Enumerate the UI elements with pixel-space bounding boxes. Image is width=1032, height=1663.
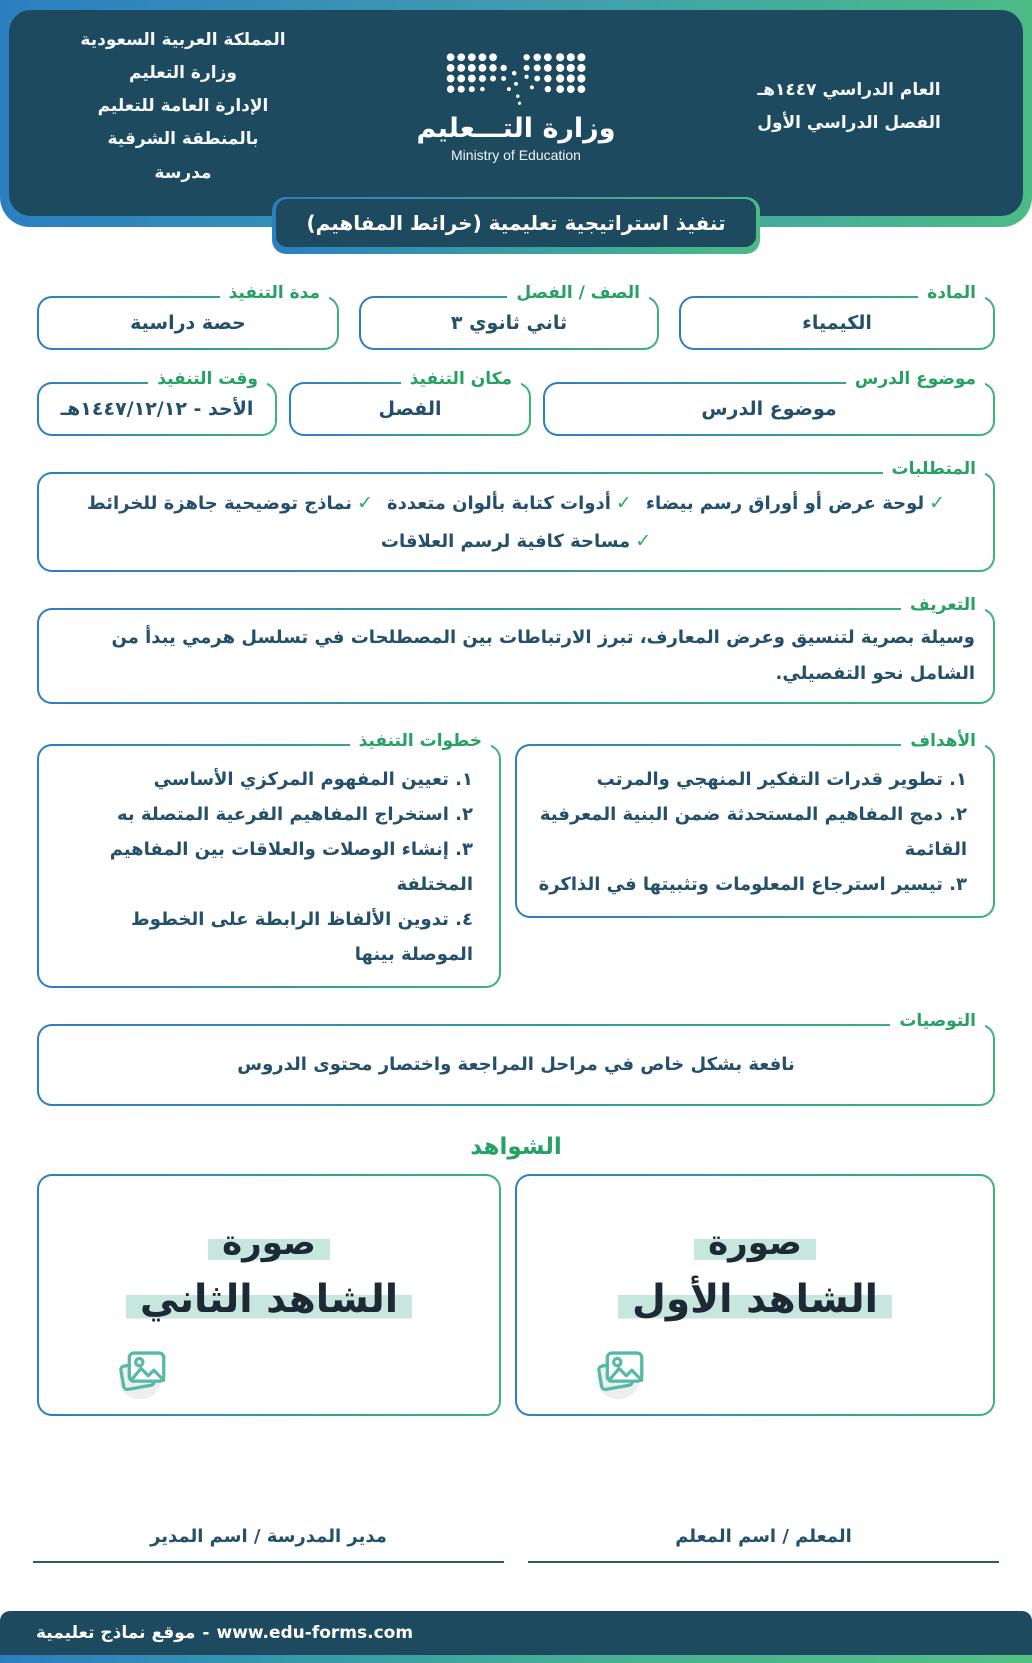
image-icon [591, 1344, 649, 1402]
check-icon: ✓ [635, 529, 652, 552]
field-time-label: وقت التنفيذ [148, 368, 267, 392]
image-icon [113, 1344, 171, 1402]
evidence-card-second[interactable] [37, 1174, 501, 1416]
section-requirements [37, 458, 995, 572]
footer [0, 1563, 1032, 1663]
field-time [37, 368, 277, 436]
school-line: مدرسة [154, 162, 212, 183]
form-content [37, 254, 995, 1417]
recommendations-label: التوصيات [890, 1010, 985, 1034]
footer-separator: - [202, 1623, 210, 1644]
field-subject-value: الكيمياء [802, 311, 872, 334]
teacher-signature [528, 1526, 999, 1563]
evidence-card-second-body [39, 1176, 499, 1414]
footer-gradient-strip [0, 1655, 1032, 1663]
footer-bar [0, 1611, 1032, 1655]
objectives-steps-row [37, 730, 995, 989]
requirement-item [646, 484, 945, 522]
requirement-text: نماذج توضيحية جاهزة للخرائط [86, 492, 353, 514]
requirement-item [387, 484, 632, 522]
signatures-row [33, 1526, 999, 1563]
footer-site-name: موقع نماذج تعليمية [36, 1623, 196, 1644]
section-definition [37, 594, 995, 704]
section-objectives [515, 730, 995, 918]
step-item: ٤. تدوين الألفاظ الرابطة على الخطوط الموصلة بينها [131, 909, 473, 966]
section-recommendations [37, 1011, 995, 1106]
ministry-hierarchy-block [33, 24, 333, 190]
field-place [289, 368, 531, 436]
step-item: ٢. استخراج المفاهيم الفرعية المتصلة به [116, 803, 473, 825]
ministry-logo-english: Ministry of Education [451, 147, 581, 164]
evidence-card-first-body [517, 1176, 993, 1414]
requirements-box [39, 474, 993, 570]
ministry-line: وزارة التعليم [129, 63, 237, 84]
requirement-item [87, 484, 373, 522]
field-grade-label: الصف / الفصل [507, 282, 649, 306]
check-icon: ✓ [615, 491, 632, 514]
requirement-text: مساحة كافية لرسم العلاقات [380, 530, 631, 552]
requirement-item [381, 522, 651, 560]
evidence-cards-row [37, 1174, 995, 1416]
evidence-card-line2: الشاهد الثاني [126, 1277, 412, 1322]
principal-signature-label: مدير المدرسة / اسم المدير [150, 1526, 387, 1548]
field-time-value: الأحد - ١٤٤٧/١٢/١٢هـ [60, 397, 254, 420]
requirements-line-2 [381, 522, 651, 560]
moe-dots-logo-icon [440, 50, 592, 107]
section-steps [37, 730, 501, 989]
recommendations-text: نافعة بشكل خاص في مراحل المراجعة واختصار محتوى الدروس [237, 1054, 795, 1076]
header-banner [0, 0, 1032, 227]
evidence-card-line2: الشاهد الأول [618, 1277, 892, 1322]
field-grade-value: ثاني ثانوي ٣ [450, 311, 568, 334]
fields-row-1 [37, 282, 995, 350]
field-topic-label: موضوع الدرس [846, 368, 985, 392]
semester-line: الفصل الدراسي الأول [757, 112, 941, 133]
kingdom-line: المملكة العربية السعودية [80, 30, 286, 50]
ministry-logo [333, 50, 699, 163]
objective-item: ٢. دمج المفاهيم المستحدثة ضمن البنية المعرفية القائمة [539, 803, 967, 860]
steps-box [39, 746, 499, 987]
steps-label: خطوات التنفيذ [350, 730, 491, 754]
field-topic-value: موضوع الدرس [701, 397, 837, 420]
check-icon: ✓ [929, 491, 946, 514]
title-banner-row [0, 197, 1032, 254]
field-duration-value: حصة دراسية [130, 311, 246, 334]
administration-line: الإدارة العامة للتعليم [97, 96, 269, 117]
evidence-card-first[interactable] [515, 1174, 995, 1416]
footer-url[interactable]: www.edu-forms.com [216, 1623, 414, 1644]
academic-year-line: العام الدراسي ١٤٤٧هـ [757, 79, 941, 100]
field-subject [679, 282, 995, 350]
objectives-box [517, 746, 993, 916]
recommendations-box [39, 1026, 993, 1104]
fields-row-2 [37, 368, 995, 436]
field-subject-label: المادة [918, 282, 985, 306]
principal-signature [33, 1526, 504, 1563]
page-title: تنفيذ استراتيجية تعليمية (خرائط المفاهيم) [276, 199, 755, 247]
step-item: ١. تعيين المفهوم المركزي الأساسي [153, 768, 473, 790]
definition-box [39, 610, 993, 702]
teacher-signature-label: المعلم / اسم المعلم [675, 1526, 852, 1548]
objective-item: ٣. تيسير استرجاع المعلومات وتثبيتها في الذاكرة [538, 873, 967, 895]
field-place-label: مكان التنفيذ [401, 368, 521, 392]
evidence-heading: الشواهد [470, 1134, 562, 1161]
academic-year-block [699, 74, 999, 140]
ministry-logo-arabic: وزارة التـــعليم [416, 113, 616, 145]
requirement-text: أدوات كتابة بألوان متعددة [387, 492, 611, 514]
evidence-card-line1: صورة [694, 1223, 816, 1263]
requirements-list [87, 484, 945, 560]
check-icon: ✓ [357, 491, 373, 514]
requirements-line-1 [87, 484, 945, 522]
evidence-card-line1: صورة [208, 1223, 330, 1263]
requirement-text: لوحة عرض أو أوراق رسم بيضاء [645, 492, 925, 514]
region-line: بالمنطقة الشرقية [107, 129, 259, 150]
requirements-label: المتطلبات [883, 458, 985, 482]
field-place-value: الفصل [378, 397, 442, 420]
title-banner-frame [272, 197, 759, 254]
objectives-label: الأهداف [901, 730, 985, 754]
definition-label: التعريف [901, 594, 985, 618]
objective-item: ١. تطوير قدرات التفكير المنهجي والمرتب [596, 768, 967, 790]
field-duration-label: مدة التنفيذ [220, 282, 329, 306]
step-item: ٣. إنشاء الوصلات والعلاقات بين المفاهيم المختلفة [109, 838, 473, 895]
definition-text: وسيلة بصرية لتنسيق وعرض المعارف، تبرز الارتباطات بين المصطلحات في تسلسل هرمي يبدأ من الشامل نحو التفصيلي. [111, 626, 975, 684]
field-topic [543, 368, 995, 436]
field-duration [37, 282, 339, 350]
field-grade [359, 282, 659, 350]
header [9, 10, 1023, 216]
